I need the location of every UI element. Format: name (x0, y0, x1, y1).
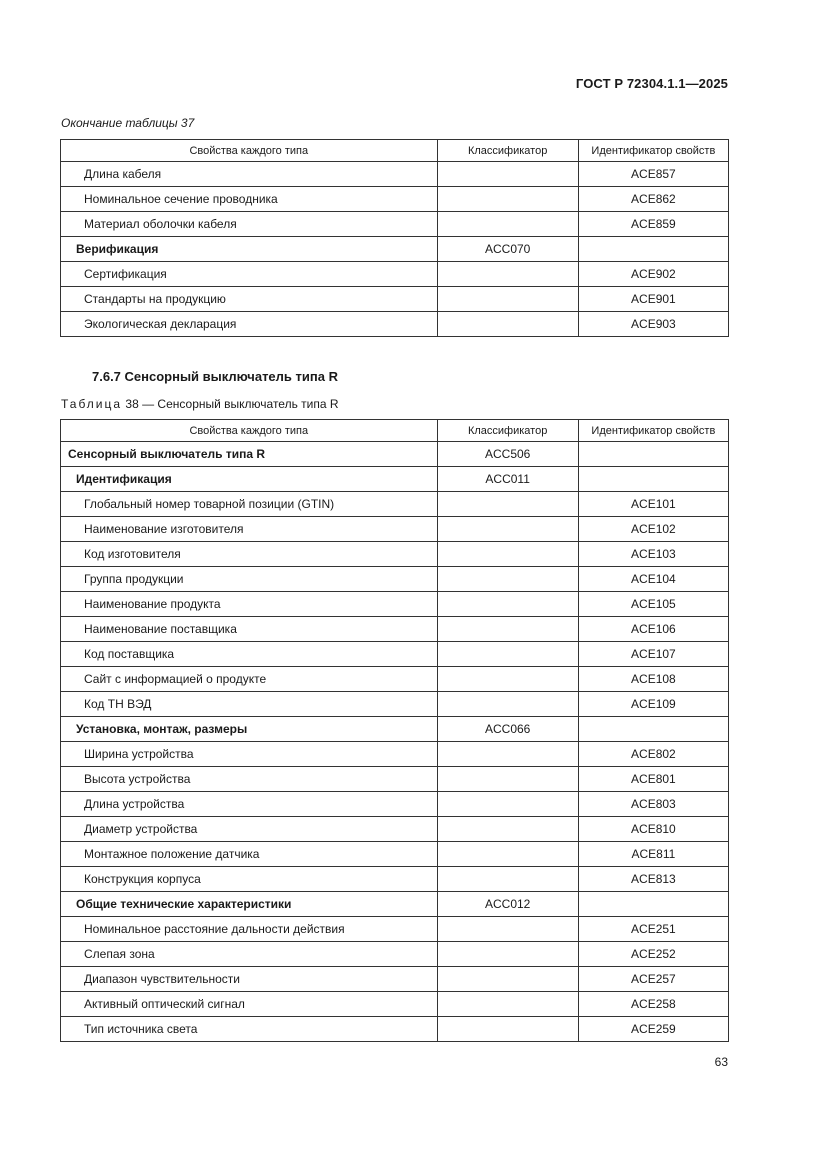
property-name-cell: Экологическая декларация (61, 312, 438, 337)
classifier-cell: ACC066 (437, 717, 578, 742)
column-header-properties: Свойства каждого типа (61, 140, 438, 162)
table-row (61, 867, 729, 892)
page-number: 63 (714, 1055, 728, 1069)
property-name-cell: Слепая зона (61, 942, 438, 967)
classifier-cell (437, 187, 578, 212)
table-38-caption-label: Таблица (61, 397, 123, 411)
table-row (61, 567, 729, 592)
identifier-cell: ACE857 (578, 162, 728, 187)
table-row (61, 842, 729, 867)
property-name-cell: Идентификация (61, 467, 438, 492)
identifier-cell (578, 717, 728, 742)
table-row (61, 967, 729, 992)
identifier-cell: ACE106 (578, 617, 728, 642)
table-row (61, 442, 729, 467)
table-row (61, 187, 729, 212)
table-row (61, 237, 729, 262)
classifier-cell (437, 792, 578, 817)
identifier-cell: ACE802 (578, 742, 728, 767)
table-38-caption (61, 397, 339, 411)
property-name-cell: Ширина устройства (61, 742, 438, 767)
identifier-cell (578, 892, 728, 917)
identifier-cell: ACE811 (578, 842, 728, 867)
classifier-cell (437, 312, 578, 337)
table-row (61, 542, 729, 567)
classifier-cell (437, 992, 578, 1017)
property-name-cell: Код ТН ВЭД (61, 692, 438, 717)
classifier-cell (437, 162, 578, 187)
column-header-classifier: Классификатор (437, 420, 578, 442)
table-row (61, 492, 729, 517)
column-header-identifier: Идентификатор свойств (578, 420, 728, 442)
table-row (61, 792, 729, 817)
column-header-classifier: Классификатор (437, 140, 578, 162)
property-name-cell: Материал оболочки кабеля (61, 212, 438, 237)
table-row (61, 287, 729, 312)
classifier-cell (437, 667, 578, 692)
table-row (61, 767, 729, 792)
classifier-cell (437, 817, 578, 842)
property-name-cell: Наименование поставщика (61, 617, 438, 642)
identifier-cell: ACE859 (578, 212, 728, 237)
table-row (61, 692, 729, 717)
property-name-cell: Верификация (61, 237, 438, 262)
identifier-cell: ACE104 (578, 567, 728, 592)
table-header-row (61, 420, 729, 442)
classifier-cell (437, 592, 578, 617)
classifier-cell (437, 642, 578, 667)
classifier-cell (437, 867, 578, 892)
section-title: 7.6.7 Сенсорный выключатель типа R (92, 369, 338, 384)
classifier-cell (437, 567, 578, 592)
table-row (61, 592, 729, 617)
identifier-cell (578, 442, 728, 467)
property-name-cell: Глобальный номер товарной позиции (GTIN) (61, 492, 438, 517)
classifier-cell (437, 742, 578, 767)
table-row (61, 162, 729, 187)
classifier-cell (437, 967, 578, 992)
classifier-cell: ACC011 (437, 467, 578, 492)
classifier-cell: ACC070 (437, 237, 578, 262)
identifier-cell: ACE103 (578, 542, 728, 567)
property-name-cell: Сайт с информацией о продукте (61, 667, 438, 692)
table-row (61, 742, 729, 767)
table-row (61, 942, 729, 967)
classifier-cell (437, 942, 578, 967)
table-37 (60, 139, 729, 337)
property-name-cell: Диапазон чувствительности (61, 967, 438, 992)
identifier-cell: ACE109 (578, 692, 728, 717)
classifier-cell (437, 1017, 578, 1042)
table-row (61, 312, 729, 337)
classifier-cell (437, 617, 578, 642)
classifier-cell (437, 842, 578, 867)
property-name-cell: Группа продукции (61, 567, 438, 592)
identifier-cell: ACE102 (578, 517, 728, 542)
classifier-cell (437, 692, 578, 717)
classifier-cell (437, 287, 578, 312)
table-row (61, 817, 729, 842)
identifier-cell: ACE105 (578, 592, 728, 617)
identifier-cell: ACE813 (578, 867, 728, 892)
property-name-cell: Высота устройства (61, 767, 438, 792)
table-37-caption: Окончание таблицы 37 (61, 116, 195, 130)
table-row (61, 1017, 729, 1042)
classifier-cell (437, 492, 578, 517)
identifier-cell: ACE257 (578, 967, 728, 992)
property-name-cell: Тип источника света (61, 1017, 438, 1042)
identifier-cell: ACE108 (578, 667, 728, 692)
classifier-cell (437, 542, 578, 567)
table-row (61, 892, 729, 917)
property-name-cell: Длина кабеля (61, 162, 438, 187)
identifier-cell: ACE258 (578, 992, 728, 1017)
table-38 (60, 419, 729, 1042)
classifier-cell (437, 262, 578, 287)
column-header-identifier: Идентификатор свойств (578, 140, 728, 162)
standard-code: ГОСТ Р 72304.1.1—2025 (575, 76, 728, 91)
table-header-row (61, 140, 729, 162)
identifier-cell: ACE862 (578, 187, 728, 212)
column-header-properties: Свойства каждого типа (61, 420, 438, 442)
table-row (61, 517, 729, 542)
table-row (61, 617, 729, 642)
identifier-cell: ACE107 (578, 642, 728, 667)
identifier-cell: ACE901 (578, 287, 728, 312)
table-row (61, 717, 729, 742)
property-name-cell: Сенсорный выключатель типа R (61, 442, 438, 467)
property-name-cell: Длина устройства (61, 792, 438, 817)
property-name-cell: Общие технические характеристики (61, 892, 438, 917)
table-row (61, 467, 729, 492)
property-name-cell: Активный оптический сигнал (61, 992, 438, 1017)
property-name-cell: Конструкция корпуса (61, 867, 438, 892)
table-row (61, 642, 729, 667)
classifier-cell (437, 212, 578, 237)
identifier-cell: ACE810 (578, 817, 728, 842)
identifier-cell: ACE801 (578, 767, 728, 792)
classifier-cell (437, 767, 578, 792)
classifier-cell (437, 917, 578, 942)
property-name-cell: Сертификация (61, 262, 438, 287)
table-row (61, 992, 729, 1017)
identifier-cell: ACE252 (578, 942, 728, 967)
classifier-cell: ACC012 (437, 892, 578, 917)
table-row (61, 667, 729, 692)
identifier-cell: ACE259 (578, 1017, 728, 1042)
table-row (61, 917, 729, 942)
identifier-cell: ACE101 (578, 492, 728, 517)
identifier-cell: ACE903 (578, 312, 728, 337)
property-name-cell: Наименование продукта (61, 592, 438, 617)
identifier-cell: ACE902 (578, 262, 728, 287)
table-row (61, 212, 729, 237)
classifier-cell (437, 517, 578, 542)
identifier-cell: ACE251 (578, 917, 728, 942)
classifier-cell: ACC506 (437, 442, 578, 467)
property-name-cell: Установка, монтаж, размеры (61, 717, 438, 742)
property-name-cell: Наименование изготовителя (61, 517, 438, 542)
property-name-cell: Номинальное расстояние дальности действия (61, 917, 438, 942)
property-name-cell: Код изготовителя (61, 542, 438, 567)
table-row (61, 262, 729, 287)
identifier-cell: ACE803 (578, 792, 728, 817)
identifier-cell (578, 237, 728, 262)
property-name-cell: Диаметр устройства (61, 817, 438, 842)
property-name-cell: Код поставщика (61, 642, 438, 667)
property-name-cell: Монтажное положение датчика (61, 842, 438, 867)
property-name-cell: Стандарты на продукцию (61, 287, 438, 312)
identifier-cell (578, 467, 728, 492)
table-38-caption-text: 38 — Сенсорный выключатель типа R (125, 397, 339, 411)
property-name-cell: Номинальное сечение проводника (61, 187, 438, 212)
